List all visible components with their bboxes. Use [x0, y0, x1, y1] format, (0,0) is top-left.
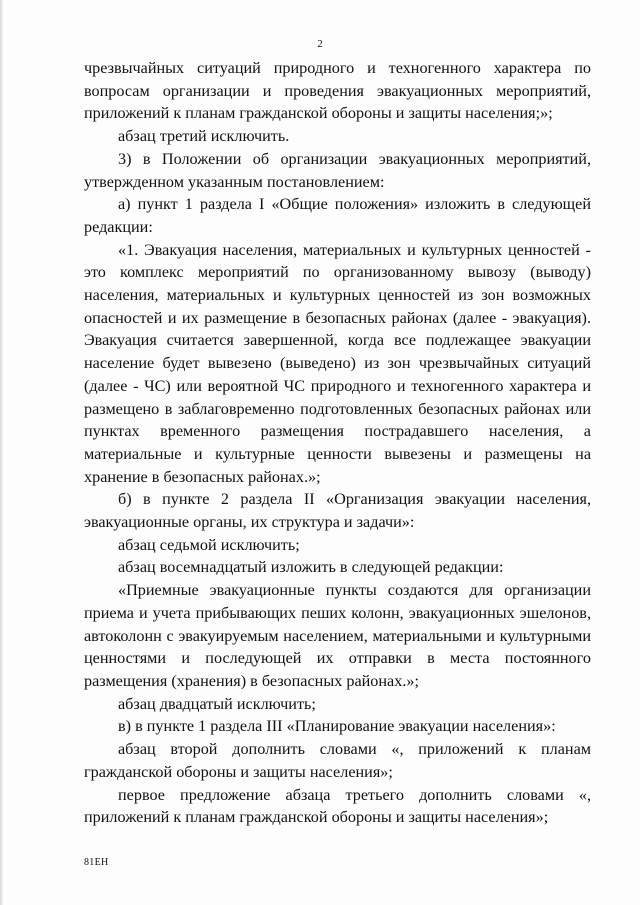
- paragraph-7: абзац седьмой исключить;: [118, 535, 300, 554]
- paragraph-9: «Приемные эвакуационные пункты создаются для организации приема и учета прибывающих пеших колонн, эвакуационных эшелонов, автоколонн с эвакуируемым населением, материальными и культурными ценностями и последующей их отправки в места постоянного размещения (хранения) в безопасных районах.»;: [84, 581, 591, 690]
- paragraph-5: «1. Эвакуация населения, материальных и культурных ценностей - это комплекс мероприятий по организованному вывозу (выводу) населения, материальных и культурных ценностей из зон возможных опасностей и их размещение в безопасных районах (далее - эвакуация). Эвакуация считается завершенной, когда все подлежащее эвакуации население будет вывезено (выведено) из зон чрезвычайных ситуаций (далее - ЧС) или вероятной ЧС природного и техногенного характера и размещено в заблаговременно подготовленных безопасных районах или пунктах временного размещения пострадавшего населения, а материальные и культурные ценности вывезены и размещены на хранение в безопасных районах.»;: [84, 240, 591, 486]
- paragraph-4: а) пункт 1 раздела I «Общие положения» изложить в следующей редакции:: [84, 195, 591, 236]
- paragraph-3: 3) в Положении об организации эвакуационных мероприятий, утвержденном указанным постановлением:: [84, 149, 591, 191]
- paragraph-2: абзац третий исключить.: [118, 127, 290, 146]
- document-body: [84, 57, 591, 829]
- paragraph-13: первое предложение абзаца третьего дополнить словами «, приложений к планам гражданской обороны и защиты населения»;: [84, 785, 591, 827]
- paragraph-6: б) в пункте 2 раздела II «Организация эвакуации населения, эвакуационные органы, их структура и задачи»:: [84, 490, 591, 532]
- footer-code: 81ЕН: [84, 857, 109, 868]
- paragraph-1: чрезвычайных ситуаций природного и техногенного характера по вопросам организации и проведения эвакуационных мероприятий, приложений к планам гражданской обороны и защиты населения;»;: [84, 59, 591, 123]
- paragraph-12: абзац второй дополнить словами «, приложений к планам гражданской обороны и защиты населения»;: [84, 740, 591, 781]
- paragraph-11: в) в пункте 1 раздела III «Планирование эвакуации населения»:: [118, 717, 556, 736]
- paragraph-8: абзац восемнадцатый изложить в следующей редакции:: [118, 558, 504, 577]
- paragraph-10: абзац двадцатый исключить;: [118, 694, 316, 713]
- page-number: 2: [317, 38, 323, 50]
- scan-edge: [0, 0, 3, 905]
